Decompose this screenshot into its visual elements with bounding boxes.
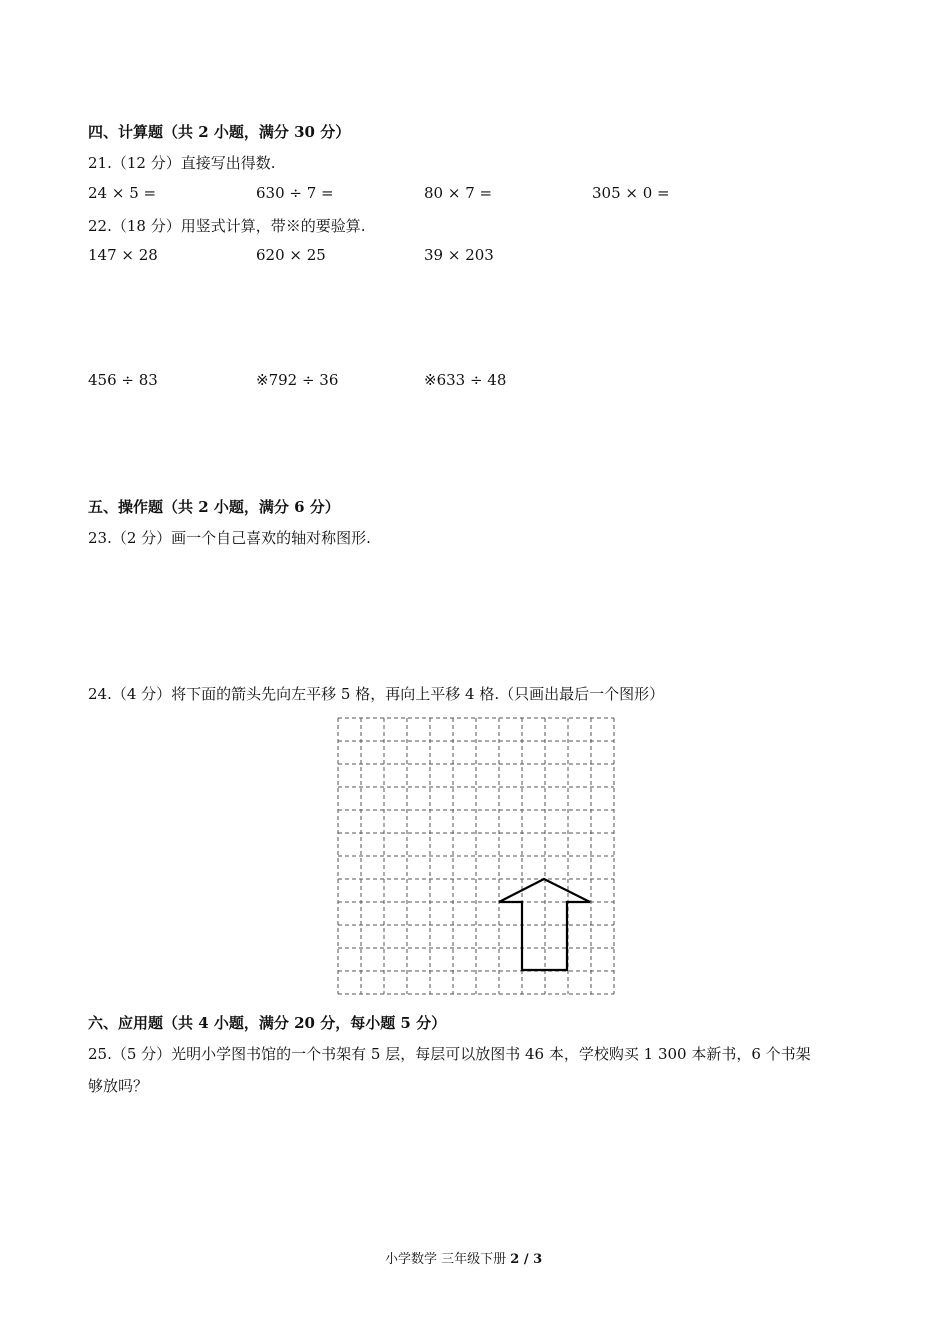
section-6-heading: 六、应用题（共 4 小题，满分 20 分，每小题 5 分） [88,1014,447,1032]
q22-item-4: 456 ÷ 83 [88,371,158,389]
footer-page-number: 2 / 3 [510,1252,543,1267]
q21-item-4: 305 × 0 = [592,184,670,202]
question-21-text: 21.（12 分）直接写出得数. [88,154,276,172]
question-22-text: 22.（18 分）用竖式计算，带※的要验算. [88,217,366,235]
section-4-heading: 四、计算题（共 2 小题，满分 30 分） [88,123,351,141]
arrow-grid [336,716,616,996]
question-25-text-line-1: 25.（5 分）光明小学图书馆的一个书架有 5 层，每层可以放图书 46 本，学校购买 1 300 本新书，6 个书架 [88,1045,811,1063]
q22-item-3: 39 × 203 [424,246,494,264]
q21-item-1: 24 × 5 = [88,184,157,202]
q22-item-6: ※633 ÷ 48 [424,371,507,389]
section-5-heading: 五、操作题（共 2 小题，满分 6 分） [88,498,340,516]
q21-item-3: 80 × 7 = [424,184,493,202]
question-23-text: 23.（2 分）画一个自己喜欢的轴对称图形. [88,529,371,547]
q22-item-2: 620 × 25 [256,246,326,264]
q22-item-5: ※792 ÷ 36 [256,371,339,389]
q21-item-2: 630 ÷ 7 = [256,184,334,202]
grid-lines [338,718,614,994]
page-footer [385,1248,542,1267]
q22-item-1: 147 × 28 [88,246,158,264]
footer-subject: 小学数学 三年级下册 [385,1252,507,1267]
question-25-text-line-2: 够放吗？ [88,1077,149,1095]
question-24-text: 24.（4 分）将下面的箭头先向左平移 5 格，再向上平移 4 格.（只画出最后一个图形） [88,685,665,703]
